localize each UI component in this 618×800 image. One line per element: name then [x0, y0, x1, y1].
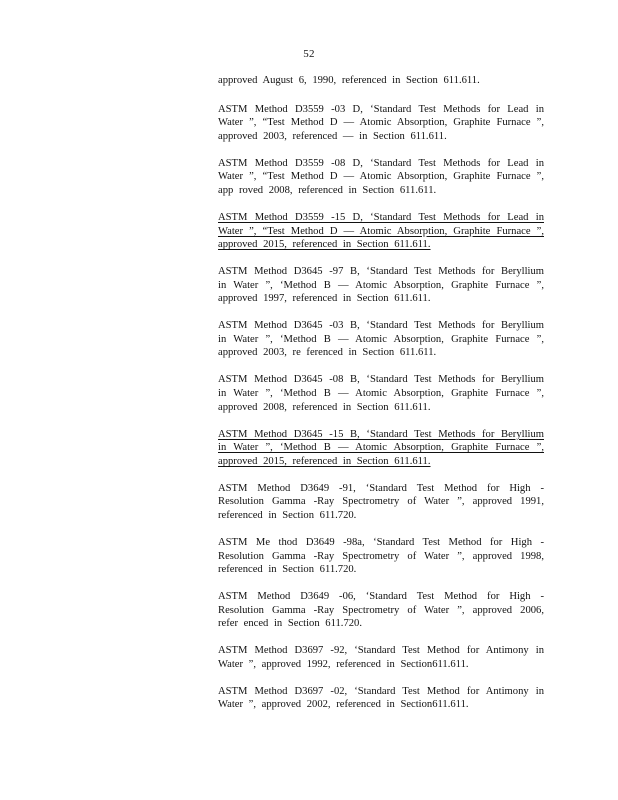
reference-entry: ASTM Method D3645 -03 B, ‘Standard Test Methods for Beryllium in Water ”, ‘Method B — Atomic Absorption, Graphite Furnace ”, approved 2003, re ferenced in Section 611.611. — [218, 320, 544, 359]
reference-entry-added: ASTM Method D3645 -15 B, ‘Standard Test Methods for Beryllium in Water ”, ‘Method B — Atomic Absorption, Graphite Furnace ”, approved 2015, referenced in Section 611.611. — [218, 428, 544, 467]
page-number: 52 — [303, 48, 315, 60]
reference-entry: ASTM Method D3649 -91, ‘Standard Test Method for High - Resolution Gamma -Ray Spectrometry of Water ”, approved 1991, referenced in Section 611.720. — [218, 482, 544, 521]
reference-list — [218, 74, 544, 725]
reference-entry: ASTM Method D3645 -97 B, ‘Standard Test Methods for Beryllium in Water ”, ‘Method B — Atomic Absorption, Graphite Furnace ”, approved 1997, referenced in Section 611.611. — [218, 266, 544, 305]
reference-entry: ASTM Me thod D3649 -98a, ‘Standard Test Method for High - Resolution Gamma -Ray Spectrometry of Water ”, approved 1998, referenced in Section 611.720. — [218, 536, 544, 576]
reference-entry: ASTM Method D3645 -08 B, ‘Standard Test Methods for Beryllium in Water ”, ‘Method B — Atomic Absorption, Graphite Furnace ”, approved 2008, referenced in Section 611.611. — [218, 374, 544, 413]
reference-entry: ASTM Method D3697 -02, ‘Standard Test Method for Antimony in Water ”, approved 2002, referenced in Section611.611. — [218, 685, 544, 711]
reference-entry: ASTM Method D3649 -06, ‘Standard Test Method for High - Resolution Gamma -Ray Spectrometry of Water ”, approved 2006, refer enced in Section 611.720. — [218, 591, 544, 630]
reference-entry: ASTM Method D3559 -03 D, ‘Standard Test Methods for Lead in Water ”, “Test Method D — Atomic Absorption, Graphite Furnace ”, approved 2003, referenced — in Section 611.611. — [218, 103, 544, 142]
reference-entry: approved August 6, 1990, referenced in Section 611.611. — [218, 75, 480, 86]
reference-entry-added: ASTM Method D3559 -15 D, ‘Standard Test Methods for Lead in Water ”, “Test Method D — Atomic Absorption, Graphite Furnace ”, approved 2015, referenced in Section 611.611. — [218, 211, 544, 251]
reference-entry: ASTM Method D3559 -08 D, ‘Standard Test Methods for Lead in Water ”, “Test Method D — Atomic Absorption, Graphite Furnace ”, app roved 2008, referenced in Section 611.611. — [218, 157, 544, 196]
reference-entry: ASTM Method D3697 -92, ‘Standard Test Method for Antimony in Water ”, approved 1992, referenced in Section611.611. — [218, 645, 544, 670]
